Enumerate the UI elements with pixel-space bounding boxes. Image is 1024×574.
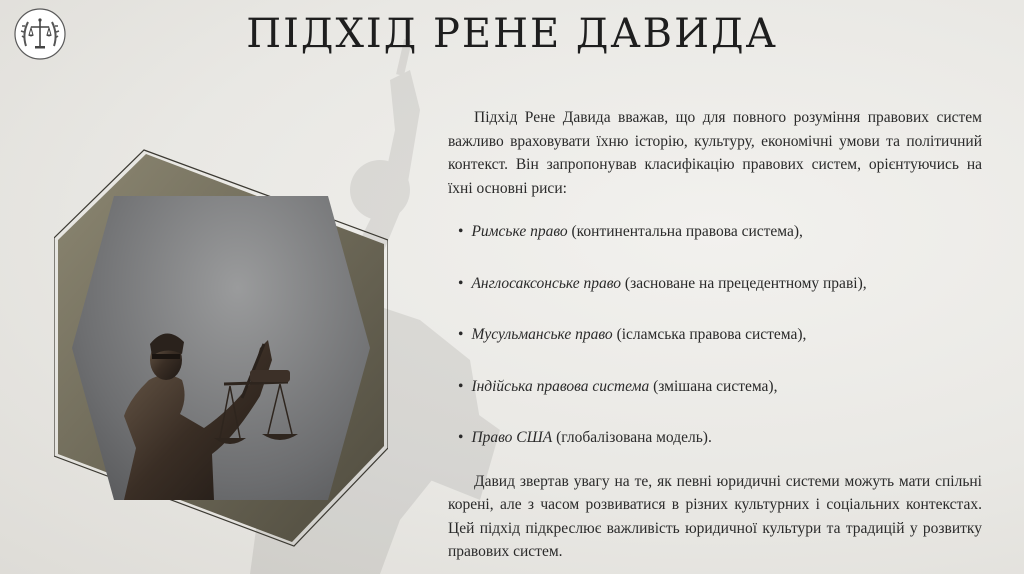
list-item-term: Англосаксонське право bbox=[471, 274, 622, 292]
list-item-term: Римське право bbox=[471, 223, 568, 240]
list-item-desc: (засноване на прецедентному праві), bbox=[621, 274, 867, 292]
list-item-term: Мусульманське право bbox=[471, 326, 613, 343]
list-item bbox=[458, 272, 982, 296]
bullet-icon: • bbox=[458, 326, 464, 343]
list-item-term: Право США bbox=[471, 429, 553, 446]
list-item bbox=[458, 220, 982, 244]
list-item-term: Індійська правова система bbox=[471, 377, 650, 395]
list-item bbox=[458, 375, 982, 399]
list-item-desc: (змішана система), bbox=[649, 377, 778, 395]
list-item-desc: (глобалізована модель). bbox=[552, 429, 712, 446]
lady-justice-image bbox=[54, 148, 388, 548]
list-item bbox=[458, 426, 982, 450]
bullet-icon: • bbox=[458, 377, 464, 395]
page-title: ПІДХІД РЕНЕ ДАВИДА bbox=[246, 11, 778, 57]
intro-paragraph: Підхід Рене Давида вважав, що для повного розуміння правових систем важливо враховувати їхню історію, культуру, економічні умови та політичний контекст. Він запропонував класифікацію правових систем, орієнтуючись на їхні основні риси: bbox=[448, 109, 982, 197]
legal-systems-list bbox=[448, 220, 982, 450]
bullet-icon: • bbox=[458, 274, 464, 292]
list-item-desc: (ісламська правова система), bbox=[612, 326, 807, 343]
list-item-desc: (континентальна правова система), bbox=[567, 223, 803, 240]
content-text bbox=[448, 106, 982, 564]
bullet-icon: • bbox=[458, 223, 464, 240]
bullet-icon: • bbox=[458, 429, 464, 446]
list-item bbox=[458, 323, 982, 347]
conclusion-paragraph: Давид звертав увагу на те, як певні юридичні системи можуть мати спільні корені, але з часом розвиватися в різних культурних і соціальних контекстах. Цей підхід підкреслює важливість юридичної культури та традицій у розвитку правових систем. bbox=[448, 472, 982, 560]
